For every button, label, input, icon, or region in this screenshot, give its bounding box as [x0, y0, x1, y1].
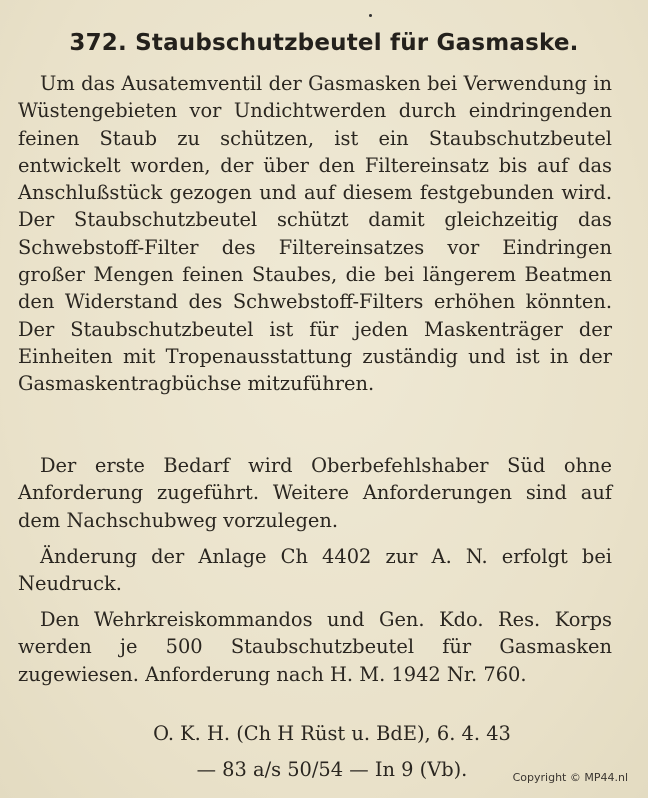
- print-speck: [369, 14, 372, 17]
- paragraph-first-supply: Der erste Bedarf wird Oberbefehlshaber Süd ohne Anforderung zugeführt. Weitere Anforderungen sind auf dem Nachschubweg vorzulegen.: [18, 454, 612, 532]
- paragraph-dust-bag-description: Um das Ausatemventil der Gasmasken bei Verwendung in Wüstengebieten vor Undichtwerden durch eindringenden feinen Staub zu schützen, ist ein Staubschutzbeutel entwickelt worden, der über den Filtereinsatz bis auf das Anschlußstück gezogen und auf diesem festgebunden wird. Der Staubschutzbeutel schützt damit gleichzeitig das Schwebstoff-Filter des Filtereinsatzes vor Eindringen großer Mengen feinen Staubes, die bei längerem Beatmen den Widerstand des Schwebstoff-Filters erhöhen könnten. Der Staubschutzbeutel ist für jeden Maskenträger der Einheiten mit Tropenausstattung zuständig und ist in der Gasmaskentragbüchse mitzuführen.: [18, 72, 612, 396]
- section-title: 372. Staubschutzbeutel für Gasmaske.: [69, 30, 579, 56]
- reference-line: O. K. H. (Ch H Rüst u. BdE), 6. 4. 43: [153, 722, 511, 745]
- file-number-line: — 83 a/s 50/54 — In 9 (Vb).: [196, 758, 468, 781]
- paragraph-amendment: Änderung der Anlage Ch 4402 zur A. N. erfolgt bei Neudruck.: [18, 545, 612, 596]
- copyright-notice: Copyright © MP44.nl: [512, 771, 628, 784]
- paragraph-allocation: Den Wehrkreiskommandos und Gen. Kdo. Res. Korps werden je 500 Staubschutzbeutel für Gasmasken zugewiesen. Anforderung nach H. M. 1942 Nr. 760.: [18, 608, 612, 686]
